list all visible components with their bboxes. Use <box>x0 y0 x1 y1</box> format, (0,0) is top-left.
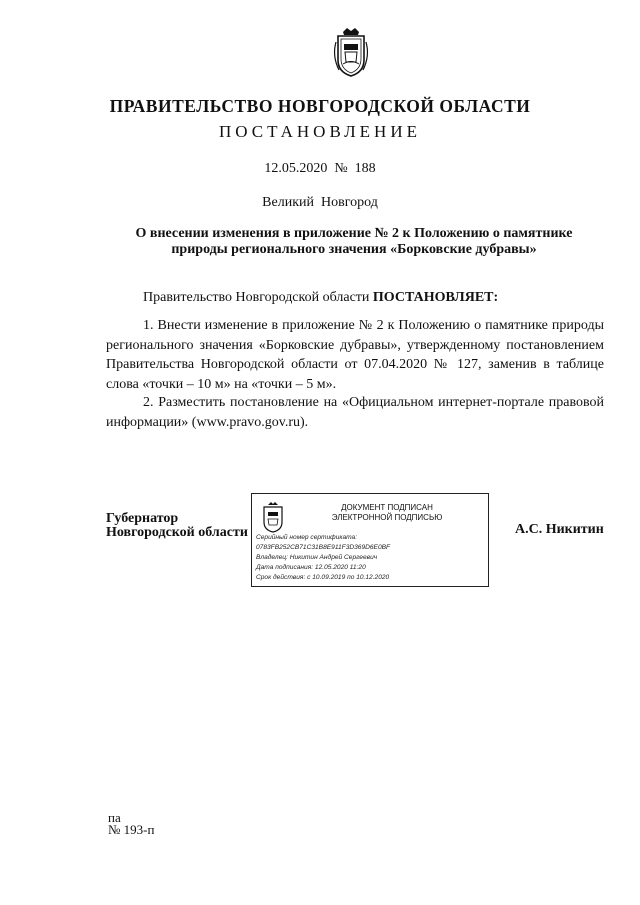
paragraph-2-text: 2. Разместить постановление на «Официальном интернет-портале правовой информации» (www.pravo.gov.ru). <box>106 395 604 430</box>
cert-label: Серийный номер сертификата: <box>256 534 358 541</box>
date-and-number: 12.05.2020 № 188 <box>264 161 376 176</box>
preamble-text: Правительство Новгородской области <box>143 290 373 305</box>
stamp-emblem-icon <box>260 501 286 533</box>
stamp-title <box>292 503 482 523</box>
stamp-details <box>256 533 390 583</box>
paragraph-2 <box>106 393 604 432</box>
paragraph-1 <box>106 316 604 394</box>
signed-date: Дата подписания: 12.05.2020 11:20 <box>256 564 366 571</box>
cert-validity: Срок действия: с 10.09.2019 по 10.12.2020 <box>256 574 390 581</box>
subject-line-1: О внесении изменения в приложение № 2 к Положению о памятнике <box>135 226 573 241</box>
government-name: ПРАВИТЕЛЬСТВО НОВГОРОДСКОЙ ОБЛАСТИ <box>109 96 531 116</box>
cert-number: 0783FB252CB71C31B8E911F3D369D6E0BF <box>256 544 391 551</box>
subject-line-2: природы регионального значения «Борковские дубравы» <box>171 242 537 257</box>
stamp-title-line-1: ДОКУМЕНТ ПОДПИСАН <box>341 503 433 512</box>
footer-line-1: па <box>108 810 121 825</box>
footer-registration <box>108 812 154 836</box>
footer-line-2: № 193-п <box>108 822 155 837</box>
document-type: ПОСТАНОВЛЕНИЕ <box>218 122 421 141</box>
signatory-position <box>106 512 248 540</box>
signatory-name: А.С. Никитин <box>515 522 604 537</box>
document-subject <box>100 226 608 258</box>
stamp-title-line-2: ЭЛЕКТРОННОЙ ПОДПИСЬЮ <box>331 513 443 522</box>
preamble <box>143 290 498 306</box>
electronic-signature-stamp <box>251 493 489 587</box>
position-line-1: Губернатор <box>106 511 179 526</box>
paragraph-1-text: 1. Внести изменение в приложение № 2 к Положению о памятнике природы регионального значения «Борковские дубравы», утвержденному постановлением Правительства Новгородской области от 07.04.2020 № 127, заменив в таблице слова «точки – 10 м» на «точки – 5 м». <box>106 318 604 392</box>
preamble-decree: ПОСТАНОВЛЯЕТ: <box>372 290 499 305</box>
city-name: Великий Новгород <box>262 195 378 210</box>
position-line-2: Новгородской области <box>106 525 248 540</box>
coat-of-arms-emblem <box>330 26 372 78</box>
cert-owner: Владелец: Никитин Андрей Сергеевич <box>256 554 378 561</box>
